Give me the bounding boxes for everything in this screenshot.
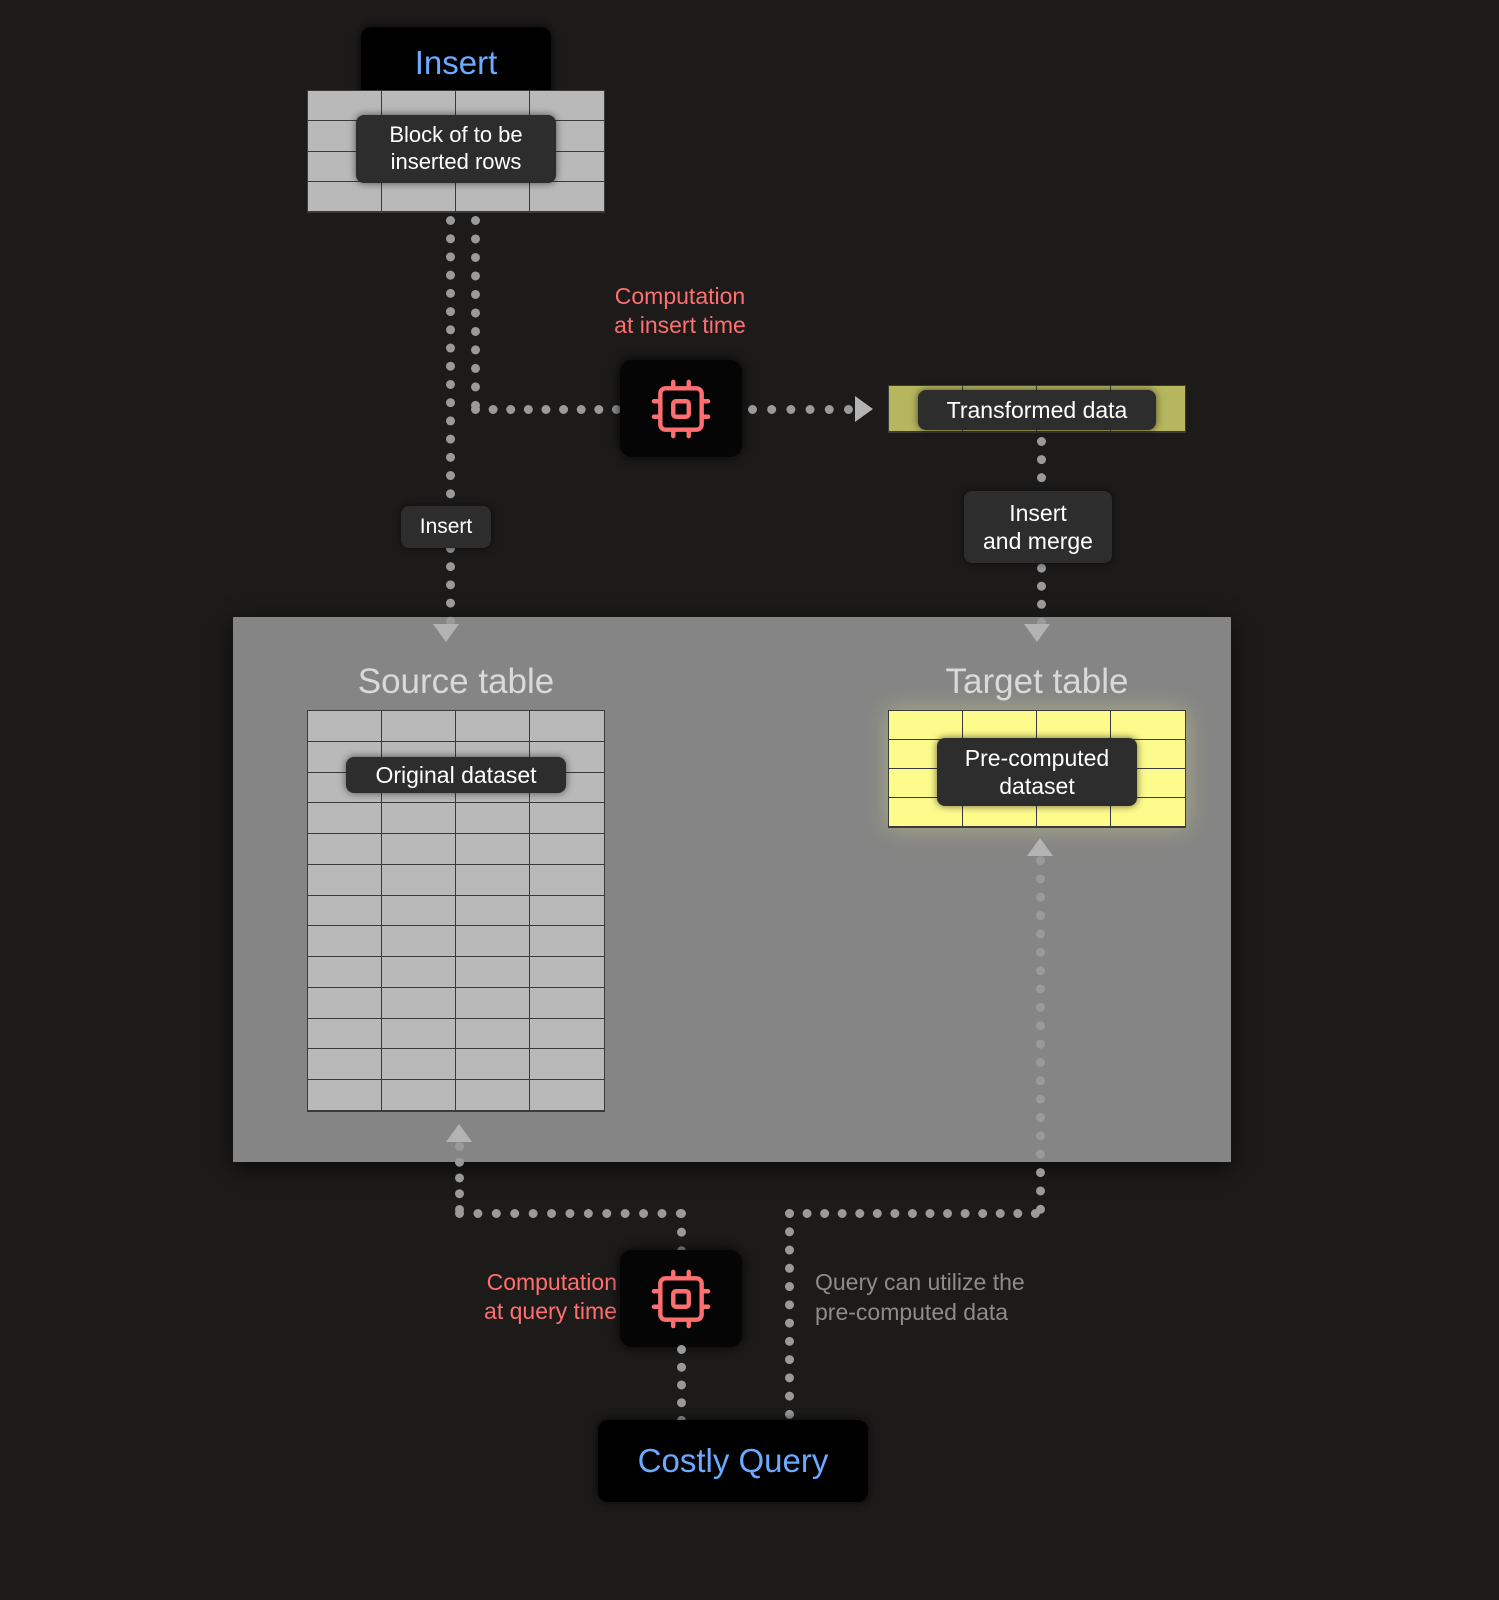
connector-query-to-target-vertical xyxy=(1036,856,1045,1214)
grid-cell xyxy=(456,957,530,988)
arrow-into-source-table xyxy=(433,624,459,642)
grid-cell xyxy=(382,1049,456,1080)
grid-cell xyxy=(308,834,382,865)
grid-cell xyxy=(382,1019,456,1050)
grid-cell xyxy=(456,834,530,865)
grid-cell xyxy=(382,865,456,896)
connector-chip-to-transformed xyxy=(748,405,853,414)
computation-insert-line-1: Computation xyxy=(614,283,746,309)
grid-cell xyxy=(308,803,382,834)
connector-block-to-chip-vertical xyxy=(471,216,480,410)
grid-cell xyxy=(308,988,382,1019)
query-utilizes-precomputed-note xyxy=(815,1268,1075,1328)
query-note-line-1: Query can utilize the xyxy=(815,1269,1025,1295)
grid-cell xyxy=(456,865,530,896)
grid-cell xyxy=(456,803,530,834)
connector-query-to-source-horizontal xyxy=(455,1209,685,1218)
grid-cell xyxy=(456,926,530,957)
grid-cell xyxy=(530,803,604,834)
grid-cell xyxy=(308,1080,382,1111)
block-of-rows-label xyxy=(356,115,556,183)
grid-cell xyxy=(308,1019,382,1050)
grid-cell xyxy=(382,834,456,865)
grid-cell xyxy=(456,988,530,1019)
computation-query-time-label xyxy=(427,1268,617,1326)
cpu-chip-insert-box[interactable] xyxy=(620,360,742,457)
grid-cell xyxy=(382,926,456,957)
grid-cell xyxy=(456,711,530,742)
precomputed-dataset-label xyxy=(937,738,1137,806)
grid-cell xyxy=(530,957,604,988)
grid-cell xyxy=(308,1049,382,1080)
grid-cell xyxy=(530,711,604,742)
connector-block-to-chip-horizontal xyxy=(471,405,621,414)
grid-cell xyxy=(382,896,456,927)
cpu-chip-icon xyxy=(650,1268,712,1330)
connector-query-to-source-vertical xyxy=(455,1142,464,1214)
grid-cell xyxy=(456,182,530,212)
grid-cell xyxy=(530,1049,604,1080)
connector-block-to-source xyxy=(446,216,455,626)
grid-cell xyxy=(382,803,456,834)
connector-chip-to-costly-query xyxy=(677,1345,686,1425)
grid-cell xyxy=(530,834,604,865)
grid-cell xyxy=(530,865,604,896)
grid-cell xyxy=(889,711,963,740)
precomputed-line-1: Pre-computed xyxy=(964,744,1110,771)
costly-query-label: Costly Query xyxy=(637,1442,829,1479)
grid-cell xyxy=(308,182,382,212)
cpu-chip-query-box[interactable] xyxy=(620,1250,742,1347)
grid-cell xyxy=(456,1019,530,1050)
target-table-title: Target table xyxy=(945,662,1129,701)
grid-cell xyxy=(382,957,456,988)
grid-cell xyxy=(308,896,382,927)
computation-insert-time-label xyxy=(580,282,780,340)
grid-cell xyxy=(382,988,456,1019)
grid-cell xyxy=(963,711,1037,740)
grid-cell xyxy=(530,182,604,212)
grid-cell xyxy=(382,1080,456,1111)
grid-cell xyxy=(530,1080,604,1111)
grid-cell xyxy=(530,926,604,957)
grid-cell xyxy=(456,1049,530,1080)
insert-and-merge-label xyxy=(964,491,1112,563)
grid-cell xyxy=(308,865,382,896)
costly-query-box[interactable] xyxy=(598,1420,868,1502)
arrow-into-source-table-from-query xyxy=(446,1124,472,1142)
grid-cell xyxy=(308,711,382,742)
insert-merge-line-1: Insert xyxy=(1009,499,1067,526)
source-table-title: Source table xyxy=(357,662,555,701)
grid-cell xyxy=(1111,711,1185,740)
insert-merge-line-2: and merge xyxy=(983,528,1093,554)
grid-cell xyxy=(382,711,456,742)
grid-cell xyxy=(1037,711,1111,740)
grid-cell xyxy=(530,896,604,927)
grid-cell xyxy=(308,957,382,988)
query-note-line-2: pre-computed data xyxy=(815,1298,1009,1325)
grid-cell xyxy=(530,988,604,1019)
computation-insert-line-2: at insert time xyxy=(614,311,746,338)
insert-title-label: Insert xyxy=(414,44,498,81)
arrow-into-transformed-data xyxy=(855,396,873,422)
original-dataset-label: Original dataset xyxy=(346,757,566,793)
arrow-into-target-table-from-query xyxy=(1027,838,1053,856)
grid-cell xyxy=(308,926,382,957)
computation-query-line-2: at query time xyxy=(484,1297,617,1324)
grid-cell xyxy=(456,1080,530,1111)
insert-edge-label: Insert xyxy=(401,506,491,548)
arrow-into-target-table xyxy=(1024,624,1050,642)
connector-target-to-costly-query xyxy=(785,1209,794,1419)
block-label-line-1: Block of to be xyxy=(389,122,523,148)
grid-cell xyxy=(456,896,530,927)
connector-query-to-target-horizontal xyxy=(785,1209,1040,1218)
grid-cell xyxy=(382,182,456,212)
transformed-data-label: Transformed data xyxy=(918,390,1156,430)
grid-cell xyxy=(530,1019,604,1050)
insert-title-box[interactable] xyxy=(361,27,551,99)
block-label-line-2: inserted rows xyxy=(390,149,522,174)
cpu-chip-icon xyxy=(650,378,712,440)
computation-query-line-1: Computation xyxy=(486,1269,617,1295)
precomputed-line-2: dataset xyxy=(999,773,1075,799)
